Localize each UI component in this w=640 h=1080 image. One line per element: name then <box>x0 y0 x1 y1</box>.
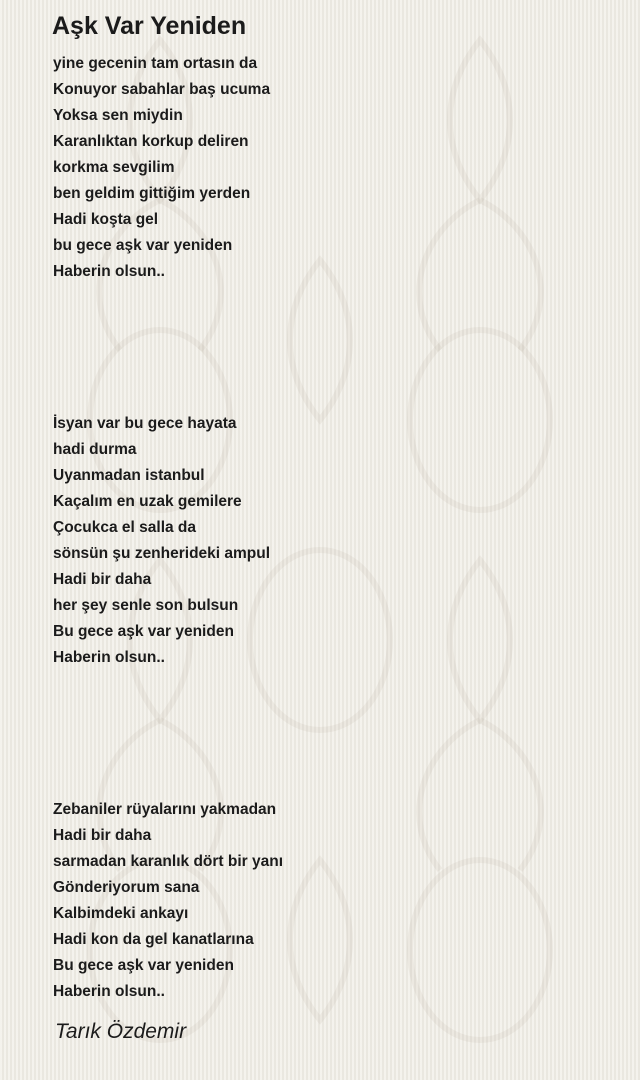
poem-title: Aşk Var Yeniden <box>52 12 247 40</box>
stanza-3 <box>53 797 283 1005</box>
poem-line: ben geldim gittiğim yerden <box>53 185 251 202</box>
poem-line: Kalbimdeki ankayı <box>53 905 189 922</box>
poem-line: sarmadan karanlık dört bir yanı <box>53 853 284 870</box>
poem-line: Karanlıktan korkup deliren <box>53 133 249 150</box>
poem-line: Haberin olsun.. <box>53 263 165 280</box>
poem-line: Hadi koşta gel <box>53 211 159 228</box>
poem-author: Tarık Özdemir <box>55 1020 187 1043</box>
poem-line: Yoksa sen miydin <box>53 107 183 124</box>
poem-line: Çocukca el salla da <box>53 519 197 536</box>
poem-line: Hadi kon da gel kanatlarına <box>53 931 254 948</box>
poem-line: Hadi bir daha <box>53 827 152 844</box>
poem-line: Haberin olsun.. <box>53 983 165 1000</box>
poem-line: Bu gece aşk var yeniden <box>53 623 234 640</box>
poem-line: Konuyor sabahlar baş ucuma <box>53 81 271 98</box>
poem-line: yine gecenin tam ortasın da <box>53 55 258 72</box>
poem-line: Hadi bir daha <box>53 571 152 588</box>
poem-line: Haberin olsun.. <box>53 649 165 666</box>
poem-line: sönsün şu zenherideki ampul <box>53 545 271 562</box>
poem-line: hadi durma <box>53 441 137 458</box>
poem-line: Bu gece aşk var yeniden <box>53 957 234 974</box>
poem-line: Gönderiyorum sana <box>53 879 200 896</box>
stanza-2 <box>53 411 270 671</box>
poem-line: Zebaniler rüyalarını yakmadan <box>53 801 277 818</box>
stanza-1 <box>53 51 270 285</box>
poem-line: Uyanmadan istanbul <box>53 467 205 484</box>
poem-line: İsyan var bu gece hayata <box>53 415 237 432</box>
poem-line: her şey senle son bulsun <box>53 597 239 614</box>
poem-line: korkma sevgilim <box>53 159 175 176</box>
poem-line: Kaçalım en uzak gemilere <box>53 493 242 510</box>
poem-line: bu gece aşk var yeniden <box>53 237 233 254</box>
